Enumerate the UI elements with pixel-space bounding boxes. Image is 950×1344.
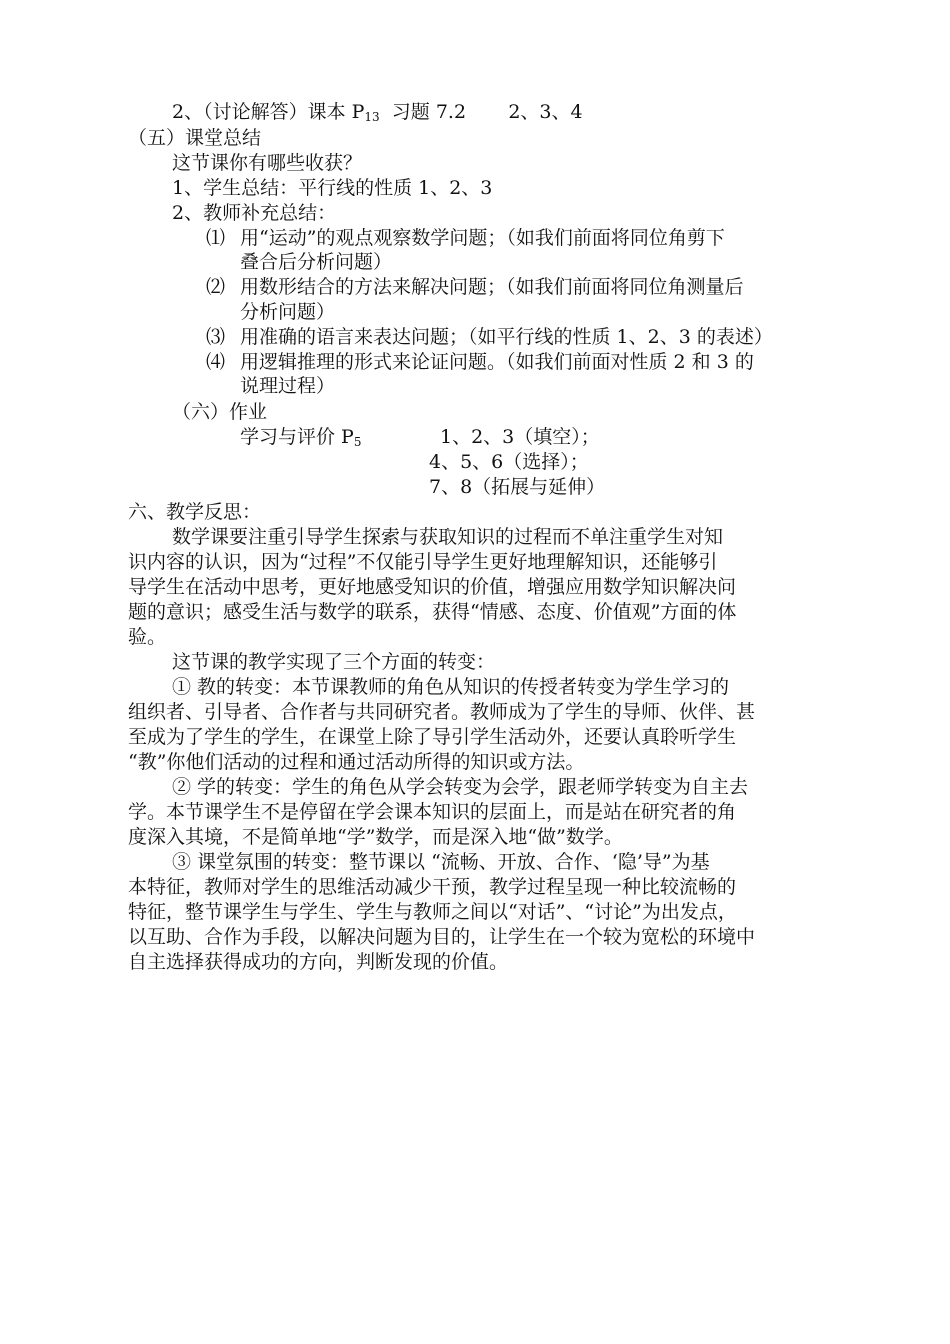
section-heading-homework: （六）作业 [172, 401, 268, 423]
point3-line2: 本特征，教师对学生的思维活动减少干预，教学过程呈现一种比较流畅的 [128, 876, 737, 898]
sub-item-2-line1: 用数形结合的方法来解决问题；（如我们前面将同位角测量后 [240, 276, 744, 298]
sub-item-4-line1: 用逻辑推理的形式来论证问题。（如我们前面对性质 2 和 3 的 [240, 351, 754, 373]
sub-item-3-num: ⑶ [206, 326, 226, 348]
student-summary: 1、学生总结：平行线的性质 1、2、3 [172, 177, 493, 199]
point1-line4: “教”你他们活动的过程和通过活动所得的知识或方法。 [128, 751, 585, 773]
sub-item-4-num: ⑷ [206, 351, 226, 373]
reflection-para1-line4: 题的意识；感受生活与数学的联系，获得“情感、态度、价值观”方面的体 [128, 601, 737, 623]
sub-item-1-line2: 叠合后分析问题） [240, 251, 393, 273]
section-heading-summary: （五）课堂总结 [128, 127, 262, 149]
homework-line-2: 4、5、6（选择）； [429, 451, 589, 473]
summary-question: 这节课你有哪些收获？ [172, 152, 363, 174]
sub-item-4-line2: 说理过程） [240, 375, 336, 397]
discussion-item: 2、（讨论解答）课本 $P_{13}$ 习题 7.2 2、3、4 [172, 101, 583, 124]
point1-line2: 组织者、引导者、合作者与共同研究者。教师成为了学生的导师、伙伴、甚 [128, 701, 756, 723]
reflection-para1-line5: 验。 [128, 626, 167, 648]
reflection-para2-intro: 这节课的教学实现了三个方面的转变： [172, 651, 496, 673]
point1-line1: ① 教的转变：本节课教师的角色从知识的传授者转变为学生学习的 [172, 676, 730, 698]
point3-line1: ③ 课堂氛围的转变：整节课以 “流畅、开放、合作、‘隐’导”为基 [172, 851, 710, 873]
homework-label: 学习与评价 $P_5$ [240, 426, 362, 449]
sub-item-1-num: ⑴ [206, 227, 226, 249]
homework-line-3: 7、8（拓展与延伸） [429, 476, 606, 498]
reflection-para1-line3: 导学生在活动中思考，更好地感受知识的价值，增强应用数学知识解决问 [128, 576, 737, 598]
point3-line5: 自主选择获得成功的方向，判断发现的价值。 [128, 951, 509, 973]
point1-line3: 至成为了学生的学生，在课堂上除了导引学生活动外，还要认真聆听学生 [128, 726, 737, 748]
sub-item-2-num: ⑵ [206, 276, 226, 298]
point2-line1: ② 学的转变：学生的角色从学会转变为会学，跟老师学转变为自主去 [172, 776, 749, 798]
point3-line3: 特征，整节课学生与学生、学生与教师之间以“对话”、“讨论”为出发点， [128, 901, 737, 923]
sub-item-2-line2: 分析问题） [240, 301, 336, 323]
teacher-summary: 2、教师补充总结： [172, 202, 337, 224]
reflection-heading: 六、教学反思： [128, 501, 262, 523]
reflection-para1-line2: 识内容的认识，因为“过程”不仅能引导学生更好地理解知识，还能够引 [128, 551, 718, 573]
sub-item-3-line1: 用准确的语言来表达问题；（如平行线的性质 1、2、3 的表述） [240, 326, 773, 348]
homework-line-1: 1、2、3（填空）； [440, 426, 600, 448]
point3-line4: 以互助、合作为手段，以解决问题为目的，让学生在一个较为宽松的环境中 [128, 926, 756, 948]
point2-line2: 学。本节课学生不是停留在学会课本知识的层面上，而是站在研究者的角 [128, 801, 737, 823]
point2-line3: 度深入其境，不是简单地“学”数学，而是深入地“做”数学。 [128, 826, 623, 848]
sub-item-1-line1: 用“运动”的观点观察数学问题；（如我们前面将同位角剪下 [240, 227, 725, 249]
reflection-para1-line1: 数学课要注重引导学生探索与获取知识的过程而不单注重学生对知 [172, 526, 724, 548]
